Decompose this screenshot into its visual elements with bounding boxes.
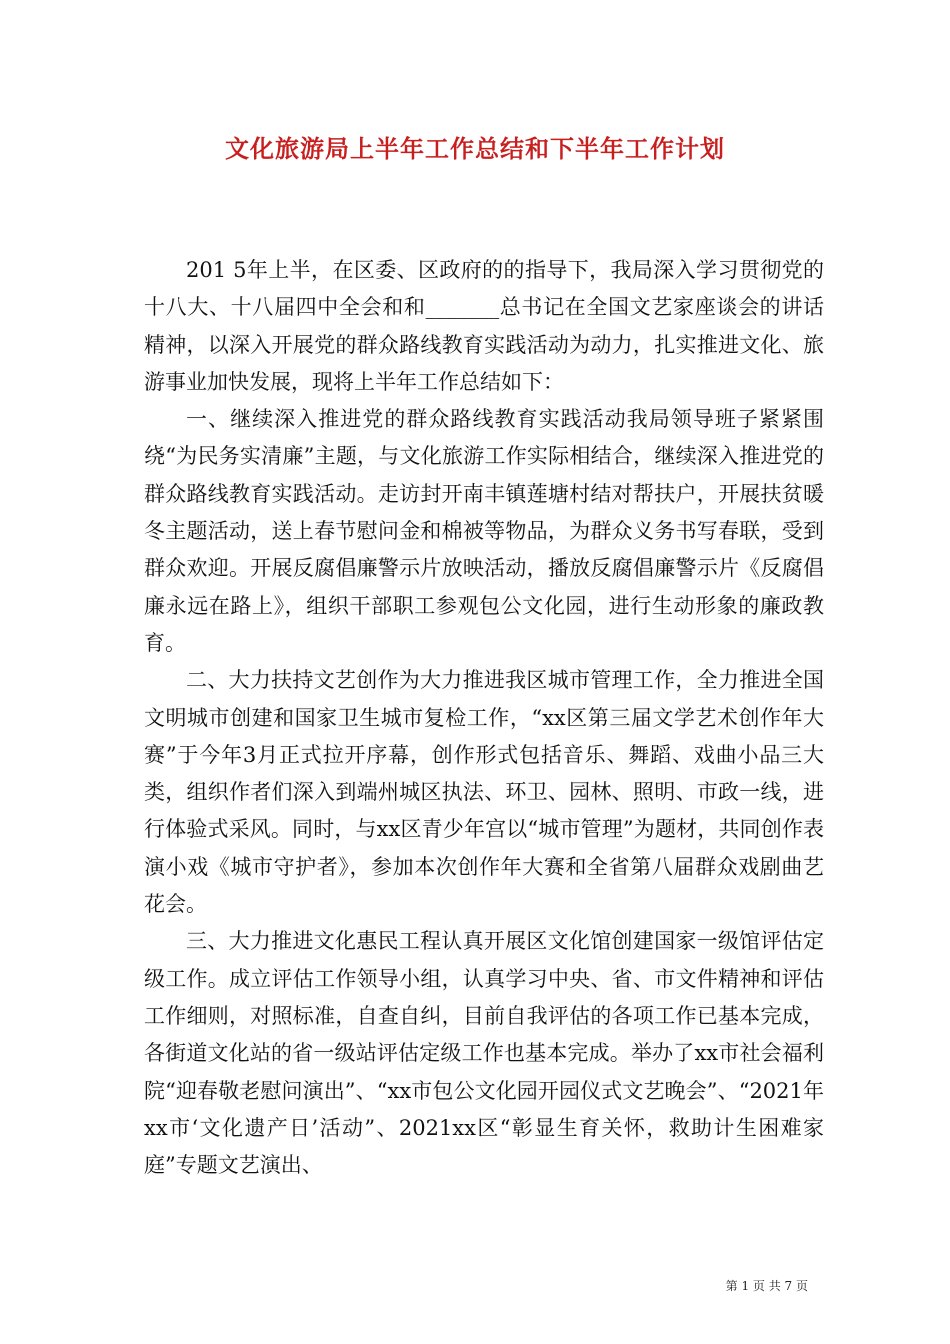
document-body — [144, 252, 824, 1184]
paragraph-section-1: 一、继续深入推进党的群众路线教育实践活动我局领导班子紧紧围绕“为民务实清廉”主题，与文化旅游工作实际相结合，继续深入推进党的群众路线教育实践活动。走访封开南丰镇莲塘村结对帮扶户，开展扶贫暖冬主题活动，送上春节慰问金和棉被等物品，为群众义务书写春联，受到群众欢迎。开展反腐倡廉警示片放映活动，播放反腐倡廉警示片《反腐倡廉永远在路上》，组织干部职工参观包公文化园，进行生动形象的廉政教育。 — [144, 407, 824, 655]
paragraph-section-3: 三、大力推进文化惠民工程认真开展区文化馆创建国家一级馆评估定级工作。成立评估工作领导小组，认真学习中央、省、市文件精神和评估工作细则，对照标准，自查自纠，目前自我评估的各项工作已基本完成，各街道文化站的省一级站评估定级工作也基本完成。举办了xx市社会福利院“迎春敬老慰问演出”、“xx市包公文化园开园仪式文艺晚会”、“2021年xx市‘文化遗产日’活动”、2021xx区“彰显生育关怀，救助计生困难家庭”专题文艺演出、 — [144, 929, 824, 1178]
paragraph-section-2: 二、大力扶持文艺创作为大力推进我区城市管理工作，全力推进全国文明城市创建和国家卫生城市复检工作，“xx区第三届文学艺术创作年大赛”于今年3月正式拉开序幕，创作形式包括音乐、舞蹈、戏曲小品三大类，组织作者们深入到端州城区执法、环卫、园林、照明、市政一线，进行体验式采风。同时，与xx区青少年宫以“城市管理”为题材，共同创作表演小戏《城市守护者》，参加本次创作年大赛和全省第八届群众戏剧曲艺花会。 — [144, 668, 824, 917]
page-number-footer: 第 1 页 共 7 页 — [725, 1279, 808, 1293]
document-title: 文化旅游局上半年工作总结和下半年工作计划 — [225, 134, 725, 163]
paragraph-intro: 201 5年上半，在区委、区政府的的指导下，我局深入学习贯彻党的十八大、十八届四中全会和和_______总书记在全国文艺家座谈会的讲话精神，以深入开展党的群众路线教育实践活动为动力，扎实推进文化、旅游事业加快发展，现将上半年工作总结如下： — [144, 258, 824, 394]
